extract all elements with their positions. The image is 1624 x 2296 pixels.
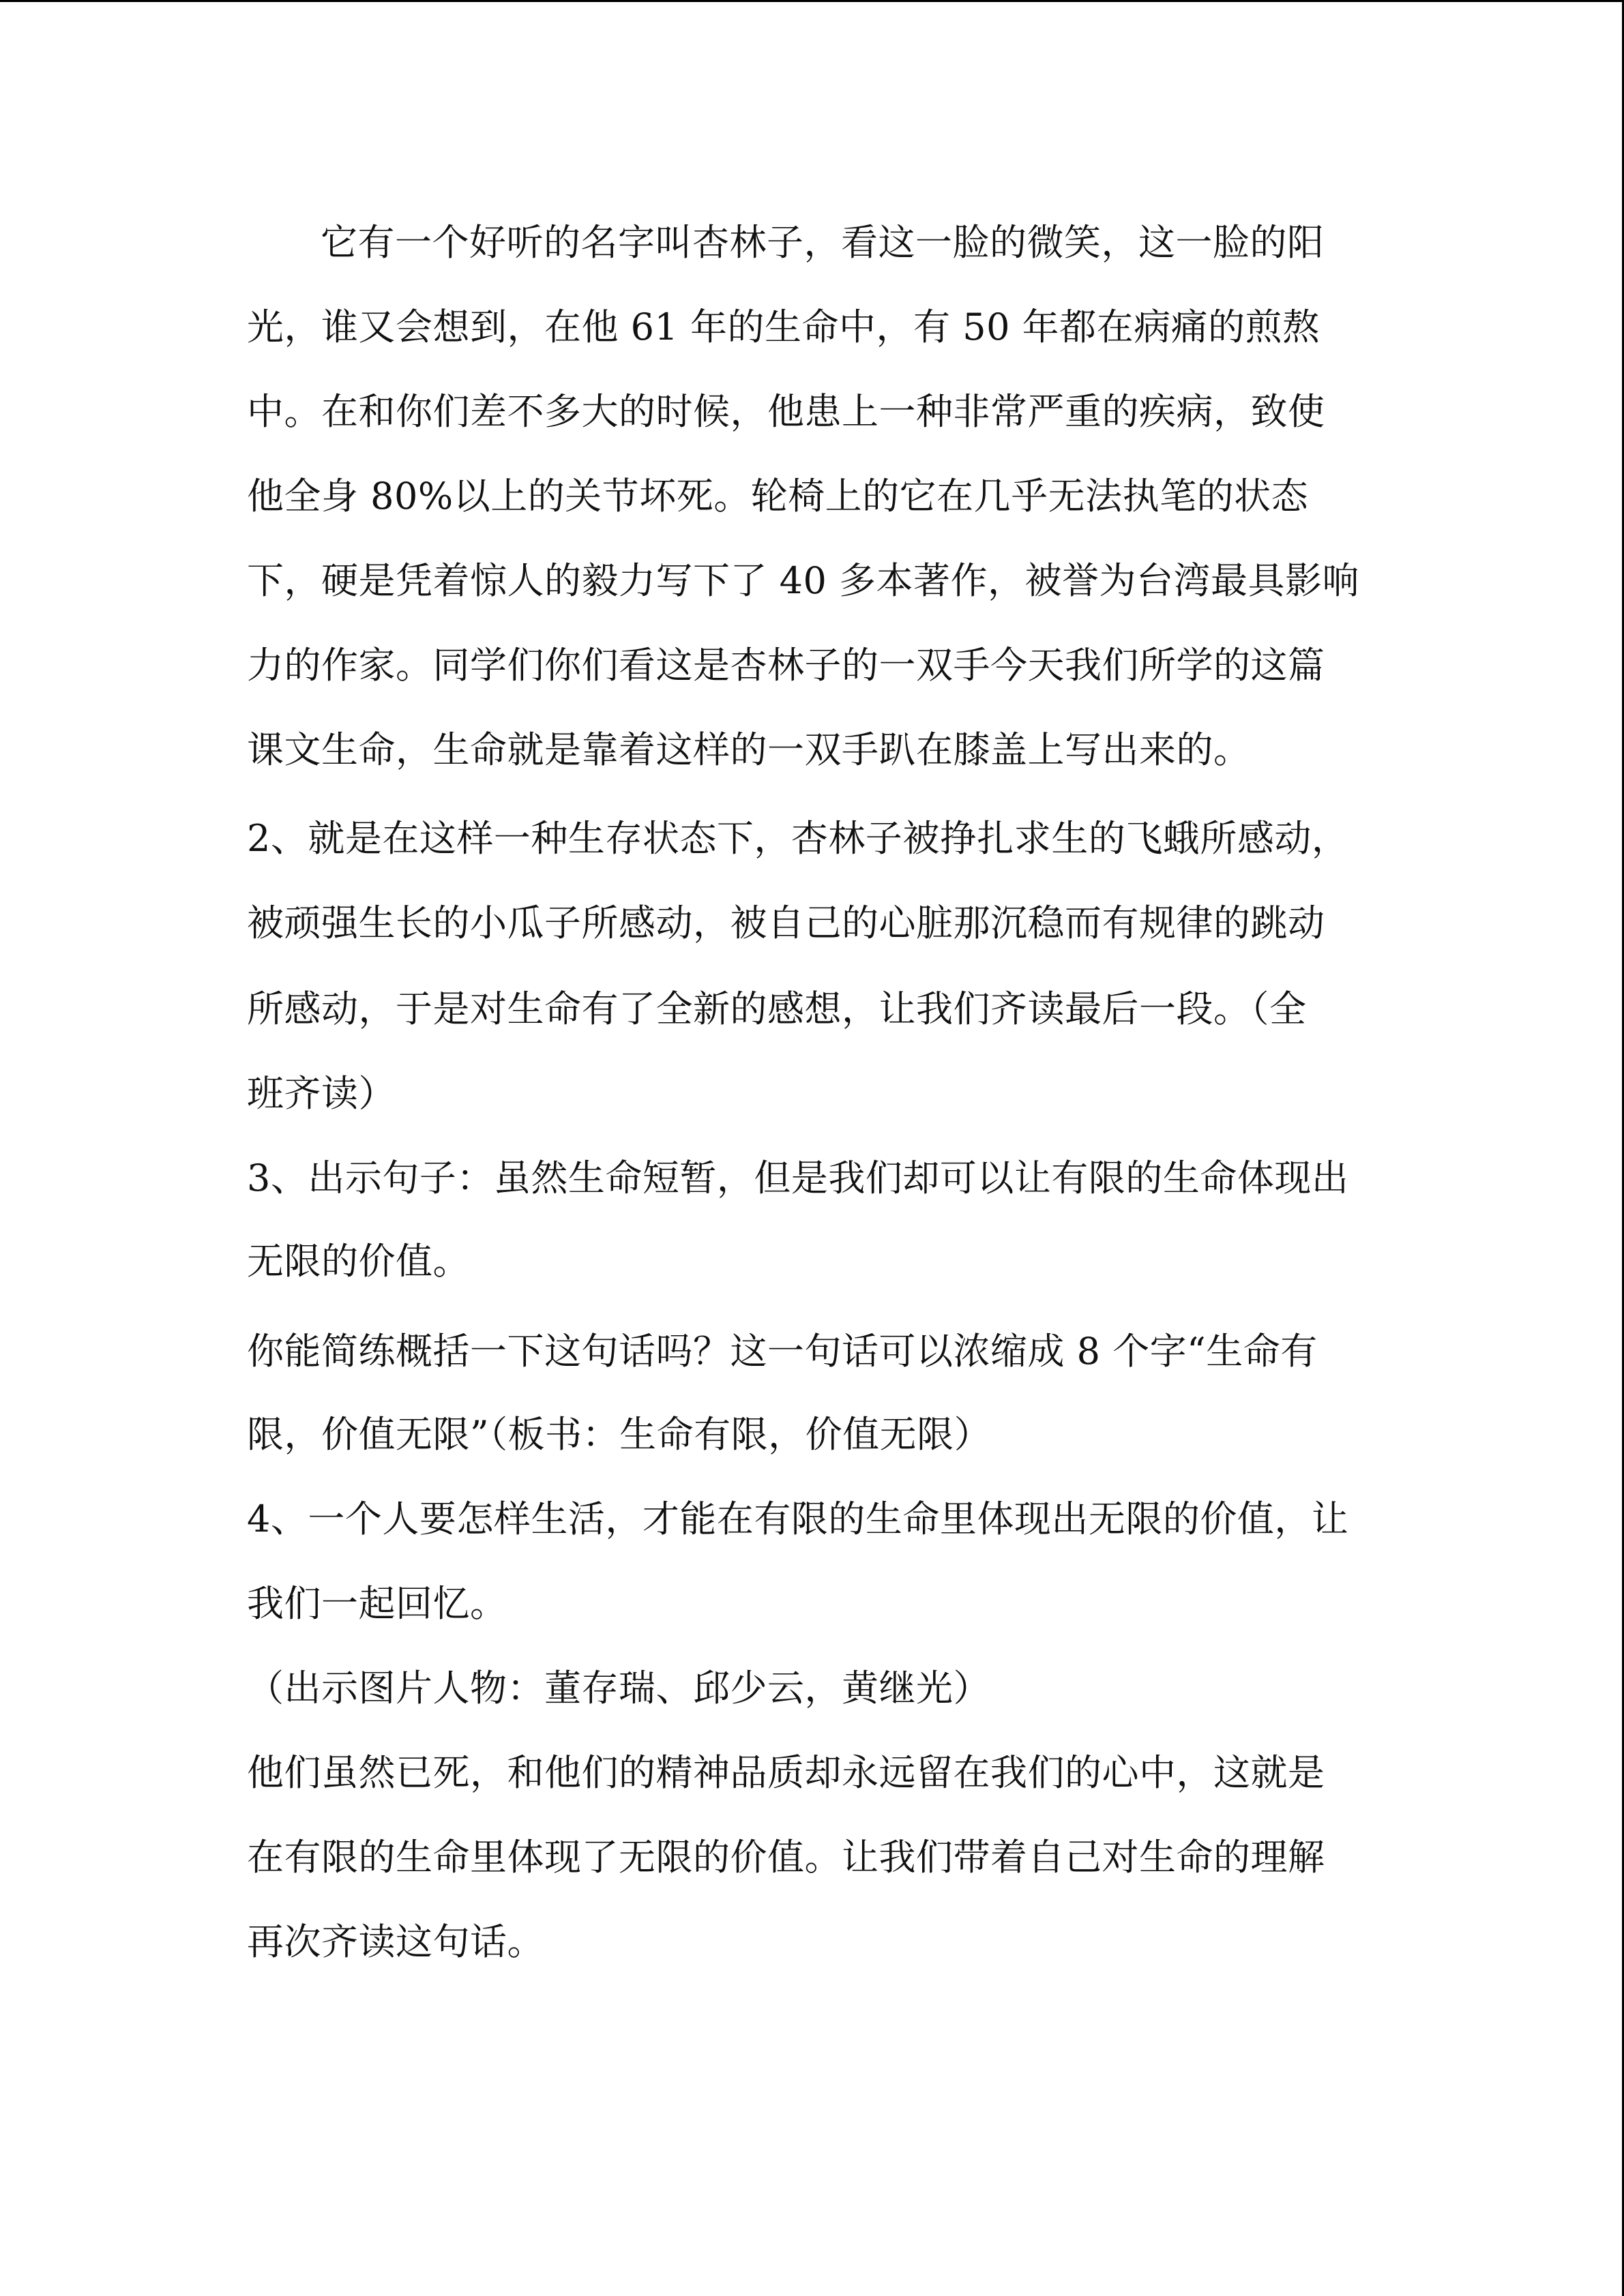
text-line: 被顽强生长的小瓜子所感动，被自己的心脏那沉稳而有规律的跳动 xyxy=(247,901,1325,944)
text-line: 它有一个好听的名字叫杏林子，看这一脸的微笑，这一脸的阳 xyxy=(321,221,1325,264)
text-line: 下，硬是凭着惊人的毅力写下了 40 多本著作，被誉为台湾最具影响 xyxy=(247,559,1360,602)
text-line: 3、出示句子：虽然生命短暂，但是我们却可以让有限的生命体现出 xyxy=(247,1157,1349,1199)
text-line: 无限的价值。 xyxy=(247,1240,470,1283)
text-line: 2、就是在这样一种生存状态下，杏林子被挣扎求生的飞蛾所感动， xyxy=(247,817,1349,860)
text-line: 所感动，于是对生命有了全新的感想，让我们齐读最后一段。（全 xyxy=(247,987,1307,1030)
text-line: 他全身 80%以上的关节坏死。轮椅上的它在几乎无法执笔的状态 xyxy=(247,475,1309,518)
text-line: 力的作家。同学们你们看这是杏林子的一双手今天我们所学的这篇 xyxy=(247,644,1325,687)
text-line: 我们一起回忆。 xyxy=(247,1582,507,1625)
text-line: 他们虽然已死，和他们的精神品质却永远留在我们的心中，这就是 xyxy=(247,1751,1325,1794)
text-line: 中。在和你们差不多大的时候，他患上一种非常严重的疾病，致使 xyxy=(247,390,1325,433)
text-line: 班齐读） xyxy=(247,1072,396,1115)
text-line: 光，谁又会想到，在他 61 年的生命中，有 50 年都在病痛的煎熬 xyxy=(247,305,1320,348)
text-line: 你能简练概括一下这句话吗？这一句话可以浓缩成 8 个字“生命有 xyxy=(247,1330,1318,1373)
text-line: 限，价值无限”（板书：生命有限，价值无限） xyxy=(247,1413,992,1456)
text-line: 再次齐读这句话。 xyxy=(247,1920,544,1963)
text-line: 在有限的生命里体现了无限的价值。让我们带着自己对生命的理解 xyxy=(247,1836,1325,1879)
text-line: 课文生命，生命就是靠着这样的一双手趴在膝盖上写出来的。 xyxy=(247,728,1251,771)
text-line: 4、一个人要怎样生活，才能在有限的生命里体现出无限的价值，让 xyxy=(247,1497,1349,1540)
text-line: （出示图片人物：董存瑞、邱少云，黄继光） xyxy=(247,1667,990,1710)
